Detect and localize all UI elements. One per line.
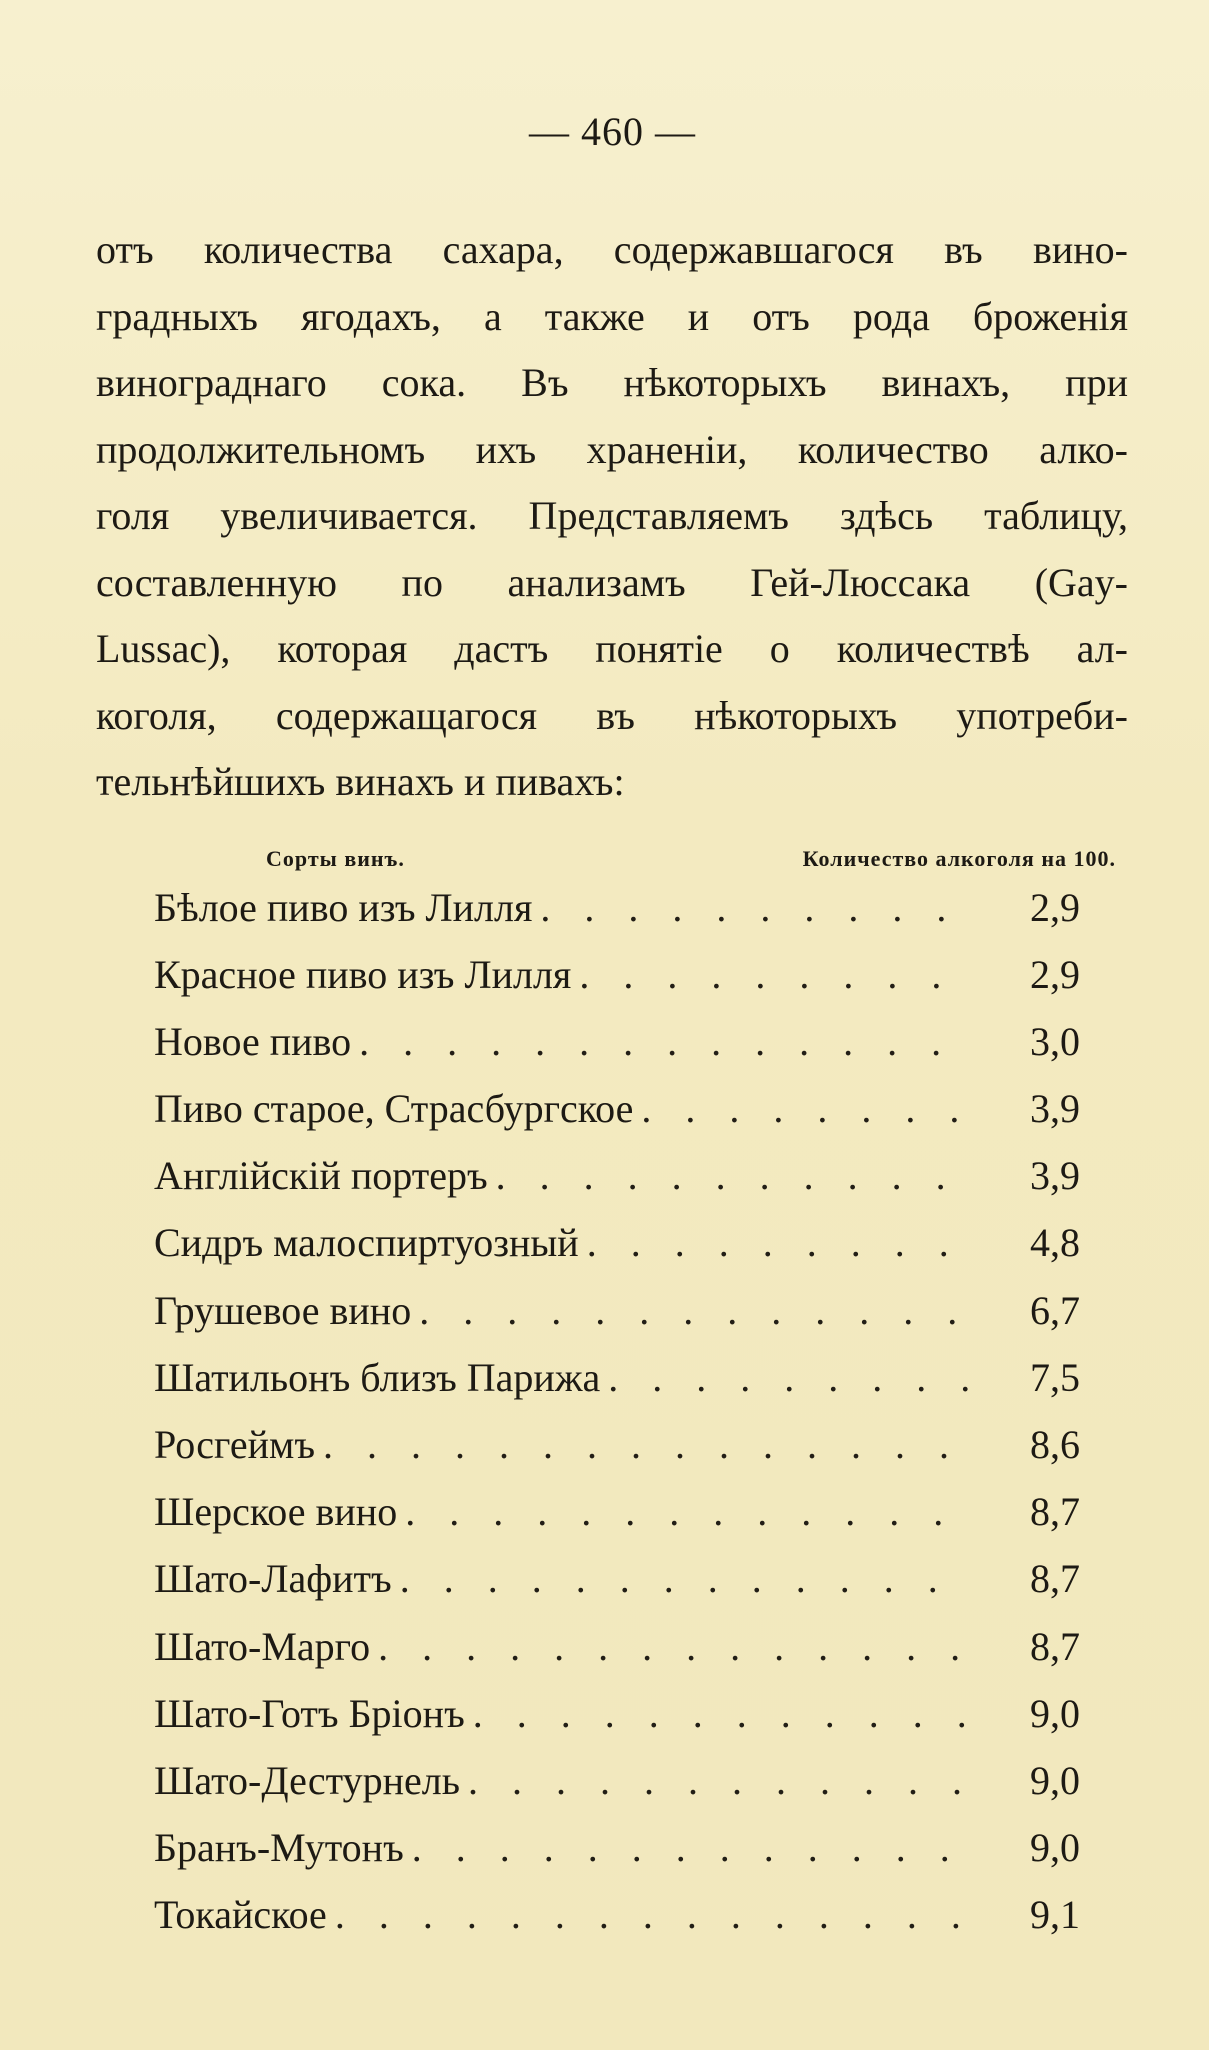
wine-name: Бѣлое пиво изъ Лилля [154,884,533,930]
alcohol-value: 9,0 [1030,1825,1080,1871]
dot-leader [468,1757,972,1804]
dot-leader [473,1690,972,1737]
dot-leader [641,1085,972,1132]
paragraph-line: составленную по анализамъ Гей-Люссака (Gay- [96,559,1128,605]
alcohol-table [154,884,1080,1959]
alcohol-value: 4,8 [1030,1220,1080,1266]
dot-leader [496,1152,972,1199]
paragraph-line: коголя, содержащагося въ нѣкоторыхъ употреби- [96,692,1128,738]
table-row [154,1690,1080,1757]
dot-leader [400,1555,972,1602]
body-paragraph [96,217,1128,816]
dot-leader [359,1018,972,1065]
wine-name: Шерское вино [154,1489,398,1535]
column-header-alcohol-amount: Количество алкоголя на 100. [802,845,1116,871]
alcohol-value: 9,0 [1030,1690,1080,1736]
wine-name: Шато-Лафитъ [154,1556,392,1602]
page-number: — 460 — [529,109,696,154]
paragraph-line: градныхъ ягодахъ, а также и отъ рода броженія [96,293,1128,339]
wine-name: Новое пиво [154,1018,352,1064]
wine-name: Токайское [154,1892,327,1938]
dot-leader [323,1421,972,1468]
wine-name: Шато-Готъ Бріонъ [154,1690,465,1736]
table-row [154,1891,1080,1958]
table-row [154,1018,1080,1085]
wine-name: Шато-Марго [154,1623,371,1669]
wine-name: Шато-Дестурнель [154,1757,460,1803]
table-row [154,1488,1080,1555]
wine-name: Красное пиво изъ Лилля [154,951,572,997]
wine-name: Шатильонъ близъ Парижа [154,1354,601,1400]
dot-leader [587,1219,972,1266]
alcohol-value: 6,7 [1030,1287,1080,1333]
dot-leader [412,1824,972,1871]
paragraph-line: Lussac), которая дастъ понятіе о количествѣ ал- [96,626,1128,671]
alcohol-value: 2,9 [1030,884,1080,930]
table-row [154,1085,1080,1152]
wine-name: Пиво старое, Страсбургское [154,1086,634,1132]
table-row [154,1555,1080,1622]
dot-leader [608,1354,972,1401]
table-row [154,1219,1080,1286]
dot-leader [378,1623,972,1670]
alcohol-value: 3,9 [1030,1086,1080,1132]
table-row [154,1354,1080,1421]
paragraph-line: отъ количества сахара, содержавшагося въ вино- [96,227,1128,272]
table-row [154,951,1080,1018]
dot-leader [335,1891,972,1938]
table-row [154,884,1080,951]
wine-name: Бранъ-Мутонъ [154,1825,404,1871]
paragraph-line: голя увеличивается. Представляемъ здѣсь таблицу, [96,493,1128,538]
alcohol-value: 8,7 [1030,1623,1080,1669]
table-row [154,1421,1080,1488]
dot-leader [419,1287,972,1334]
wine-name: Росгеймъ [154,1422,316,1467]
alcohol-value: 3,9 [1030,1153,1080,1199]
alcohol-value: 2,9 [1030,951,1080,997]
paragraph-line: тельнѣйшихъ винахъ и пивахъ: [96,759,625,804]
alcohol-value: 8,7 [1030,1489,1080,1535]
wine-name: Грушевое вино [154,1287,412,1333]
wine-name: Сидръ малоспиртуозный [154,1220,579,1266]
paragraph-line: винограднаго сока. Въ нѣкоторыхъ винахъ, при [96,360,1128,405]
alcohol-value: 8,6 [1030,1422,1080,1467]
alcohol-value: 9,0 [1030,1757,1080,1803]
dot-leader [540,884,972,931]
alcohol-value: 7,5 [1030,1354,1080,1400]
table-row [154,1287,1080,1354]
table-header [96,846,1128,872]
table-row [154,1152,1080,1219]
column-header-wine-types: Сорты винъ. [266,845,405,871]
alcohol-value: 8,7 [1030,1556,1080,1602]
dot-leader [579,951,972,998]
alcohol-value: 3,0 [1030,1018,1080,1064]
alcohol-value: 9,1 [1030,1892,1080,1938]
table-row [154,1757,1080,1824]
table-row [154,1623,1080,1690]
dot-leader [405,1488,972,1535]
wine-name: Англійскій портеръ [154,1153,488,1199]
table-row [154,1824,1080,1891]
paragraph-line: продолжительномъ ихъ храненіи, количество алко- [96,426,1128,472]
